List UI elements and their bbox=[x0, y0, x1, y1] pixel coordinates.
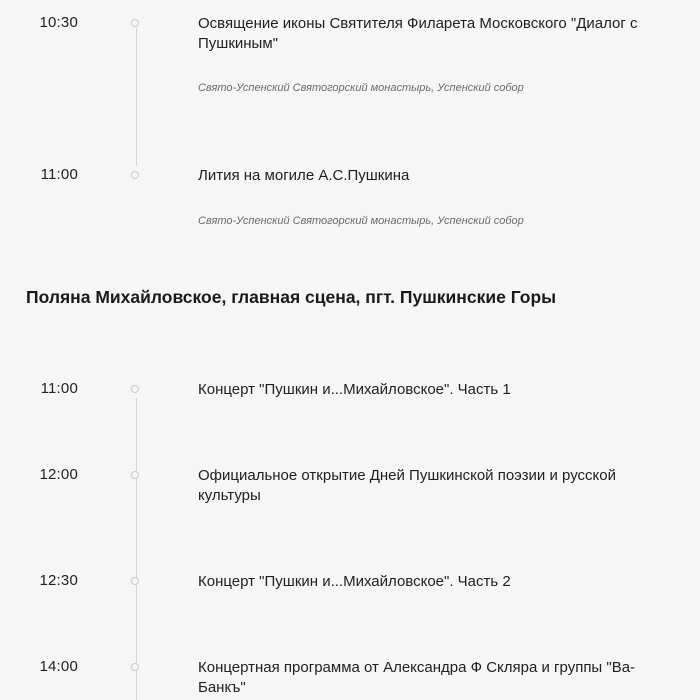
timeline-dot-icon bbox=[131, 171, 139, 179]
timeline-dot-icon bbox=[131, 19, 139, 27]
event-title[interactable]: Официальное открытие Дней Пушкинской поэзии и русской культуры bbox=[198, 467, 616, 504]
event-title[interactable]: Концерт "Пушкин и...Михайловское". Часть 2 bbox=[198, 573, 511, 590]
section-heading: Поляна Михайловское, главная сцена, пгт. Пушкинские Горы bbox=[26, 287, 557, 307]
event-time: 12:00 bbox=[39, 466, 78, 483]
event-time: 12:30 bbox=[39, 572, 78, 589]
event-title[interactable]: Концертная программа от Александра Ф Скляра и группы "Ва-Банкъ" bbox=[198, 659, 636, 696]
event-time: 11:00 bbox=[40, 380, 78, 397]
timeline-dot-icon bbox=[131, 663, 139, 671]
timeline-dot-icon bbox=[131, 385, 139, 393]
event-title[interactable]: Лития на могиле А.С.Пушкина bbox=[198, 167, 410, 184]
timeline-line-bottom bbox=[136, 398, 137, 700]
event-time: 10:30 bbox=[39, 14, 78, 31]
event-title[interactable]: Концерт "Пушкин и...Михайловское". Часть 1 bbox=[198, 381, 511, 398]
timeline-dot-icon bbox=[131, 577, 139, 585]
event-time: 14:00 bbox=[39, 658, 78, 675]
event-location: Свято-Успенский Святогорский монастырь, Успенский собор bbox=[198, 215, 524, 227]
timeline-line-top bbox=[136, 28, 137, 166]
event-time: 11:00 bbox=[40, 166, 78, 183]
timeline-dot-icon bbox=[131, 471, 139, 479]
event-location: Свято-Успенский Святогорский монастырь, Успенский собор bbox=[198, 82, 524, 94]
event-title[interactable]: Освящение иконы Святителя Филарета Московского "Диалог с Пушкиным" bbox=[198, 15, 638, 52]
